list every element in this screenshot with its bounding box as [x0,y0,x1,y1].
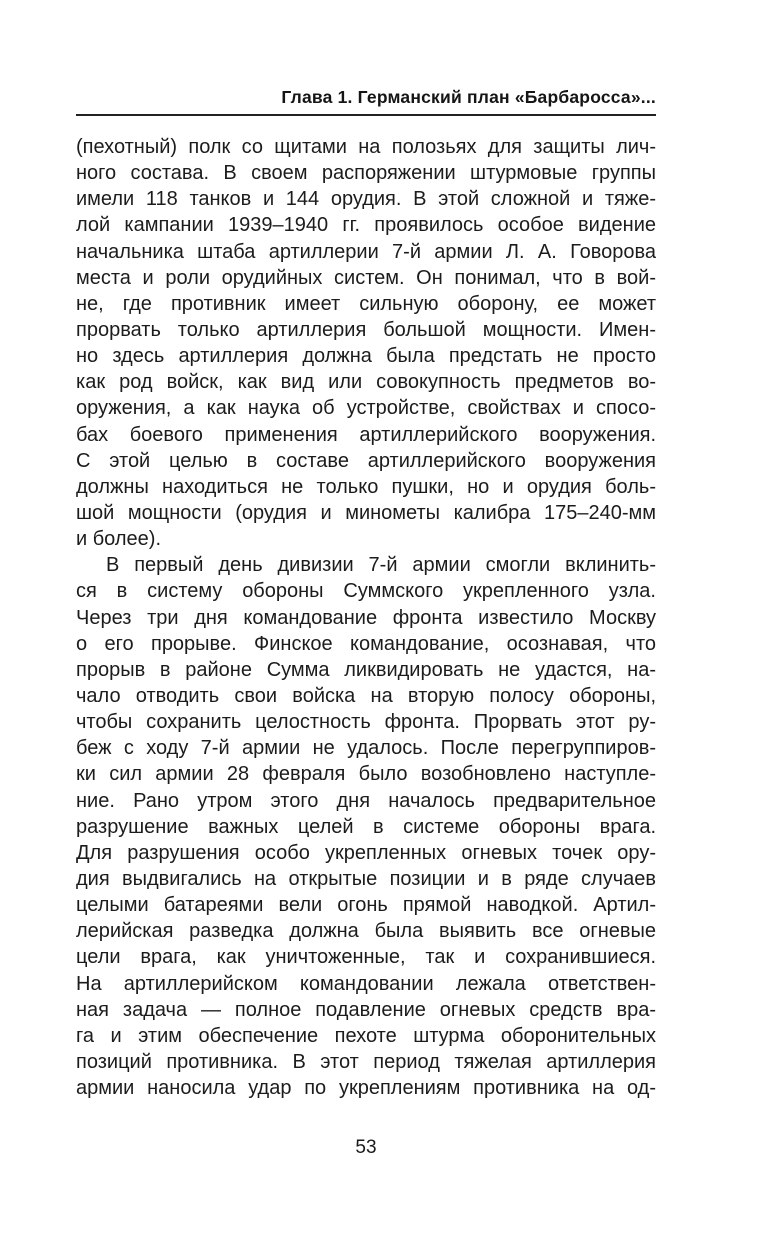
text-line: но здесь артиллерия должна была предстать не просто [76,345,656,368]
text-line: цели врага, как уничтоженные, так и сохранившиеся. [76,946,656,969]
text-line: места и роли орудийных систем. Он понимал, что в вой- [76,266,656,289]
text-line: ки сил армии 28 февраля было возобновлено наступле- [76,763,656,786]
text-line: и более). [76,528,161,551]
text-line: беж с ходу 7-й армии не удалось. После перегруппиров- [76,737,656,760]
text-line: оружения, а как наука об устройстве, свойствах и спосо- [76,397,656,420]
header-rule [76,114,656,116]
text-line: разрушение важных целей в системе обороны врага. [76,815,656,838]
text-line: Через три дня командование фронта известило Москву [76,606,656,629]
text-line: позиций противника. В этот период тяжелая артиллерия [76,1050,656,1073]
text-line: прорыв в районе Сумма ликвидировать не удастся, на- [76,658,656,681]
text-line: ние. Рано утром этого дня началось предварительное [76,789,656,812]
text-line: не, где противник имеет сильную оборону, ее может [76,292,656,315]
paragraph [76,134,656,552]
text-line: шой мощности (орудия и минометы калибра 175–240-мм [76,501,656,524]
text-line: (пехотный) полк со щитами на полозьях для защиты лич- [76,136,656,158]
text-line: В первый день дивизии 7-й армии смогли вклинить- [106,554,656,577]
text-line: С этой целью в составе артиллерийского вооружения [76,449,656,472]
text-line: должны находиться не только пушки, но и орудия боль- [76,475,656,498]
text-line: имели 118 танков и 144 орудия. В этой сложной и тяже- [76,188,656,211]
text-line: о его прорыве. Финское командование, осознавая, что [76,632,656,655]
text-line: бах боевого применения артиллерийского вооружения. [76,423,656,446]
text-line: га и этим обеспечение пехоте штурма оборонительных [76,1024,656,1047]
text-line: лой кампании 1939–1940 гг. проявилось особое видение [76,214,656,237]
text-line: ся в систему обороны Суммского укрепленного узла. [76,580,656,603]
text-line: начальника штаба артиллерии 7-й армии Л. А. Говорова [76,240,656,263]
paragraph [76,552,656,1101]
text-line: Для разрушения особо укрепленных огневых точек ору- [76,841,656,864]
body-text [76,134,656,1101]
text-line: как род войск, как вид или совокупность предметов во- [76,371,656,394]
text-line: чтобы сохранить целостность фронта. Прорвать этот ру- [76,711,656,734]
text-line: дия выдвигались на открытые позиции и в ряде случаев [76,867,656,890]
text-line: армии наносила удар по укреплениям противника на од- [76,1077,656,1100]
text-line: ная задача — полное подавление огневых средств вра- [76,998,656,1021]
text-line: ного состава. В своем распоряжении штурмовые группы [76,162,656,185]
text-line: На артиллерийском командовании лежала ответствен- [76,972,656,995]
text-line: лерийская разведка должна была выявить все огневые [76,920,656,943]
running-head: Глава 1. Германский план «Барбаросса»... [281,87,656,107]
text-line: чало отводить свои войска на вторую полосу обороны, [76,684,656,707]
page-number: 53 [355,1137,377,1158]
text-line: прорвать только артиллерия большой мощности. Имен- [76,318,656,341]
text-line: целыми батареями вели огонь прямой наводкой. Артил- [76,894,656,917]
